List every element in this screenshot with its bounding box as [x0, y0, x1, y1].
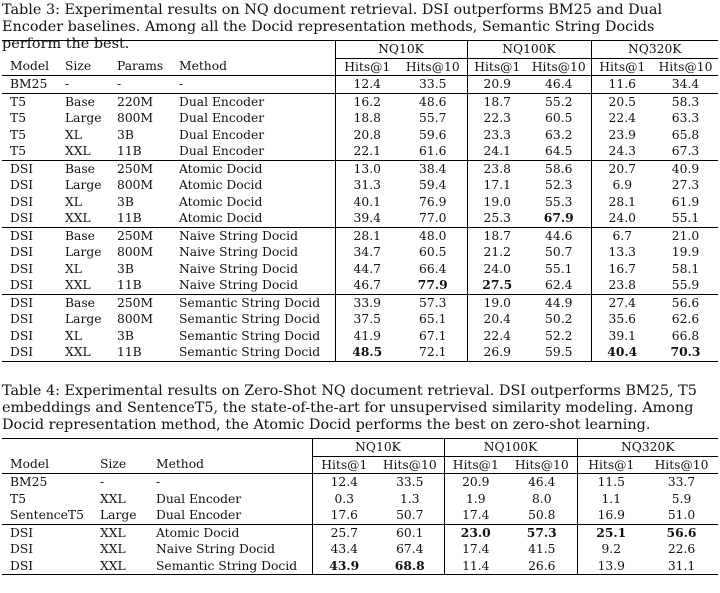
table-score-cell: 77.0 [399, 210, 467, 227]
table-text-cell: 11B [117, 211, 142, 225]
table-score-cell: 67.9 [527, 210, 591, 227]
table-score-cell: 23.3 [483, 127, 511, 142]
table-score-cell: 58.1 [671, 261, 700, 276]
table-score-cell: 34.4 [653, 76, 718, 94]
table-row [2, 93, 718, 110]
table-score-cell: 41.9 [353, 328, 381, 343]
table-score-cell: 26.6 [507, 558, 577, 575]
table-score-cell: 31.3 [353, 178, 381, 192]
table4-group-nq100k: NQ100K [444, 439, 577, 457]
table-text-cell: 800M [117, 245, 154, 259]
table-text-cell: Dual Encoder [148, 491, 312, 508]
table-text-cell: Semantic String Docid [171, 328, 335, 345]
table-score-cell: 20.8 [353, 127, 381, 142]
table-score-cell: 63.3 [671, 111, 700, 125]
table-score-cell: 18.7 [467, 227, 527, 244]
table-text-cell: 250M [109, 160, 171, 177]
table-row [2, 244, 718, 261]
table-text-cell: 800M [117, 312, 154, 326]
table-score-cell: 62.4 [527, 277, 591, 294]
table3-group-nq320k: NQ320K [591, 41, 718, 59]
table-score-cell: 21.0 [653, 227, 718, 244]
table-score-cell: 25.1 [577, 524, 645, 541]
table-score-cell: 48.0 [399, 227, 467, 244]
table-text-cell: DSI [10, 312, 34, 326]
table-row [2, 474, 718, 491]
table-row [2, 311, 718, 328]
table-row [2, 328, 718, 345]
table-text-cell: DSI [10, 542, 34, 556]
table-score-cell: 27.3 [671, 178, 700, 192]
table3-header-cell: Size [65, 59, 92, 74]
table-score-cell: 16.7 [608, 261, 636, 276]
table-text-cell: - [148, 474, 312, 491]
table-score-cell: 22.6 [667, 542, 696, 556]
table3-caption: Table 3: Experimental results on NQ document retrieval. DSI outperforms BM25 and Dual Encoder baselines. Among all the Docid representation methods, Semantic String Docids perform the best. [2, 2, 663, 52]
table-score-cell: 43.4 [330, 542, 358, 556]
table-score-cell: 65.1 [399, 311, 467, 328]
table-text-cell: - [109, 76, 171, 94]
table-score-cell: 63.2 [527, 127, 591, 144]
table-score-cell: 65.8 [671, 127, 700, 142]
table-row [2, 261, 718, 278]
table4-header-cell: Model [10, 457, 50, 472]
table-row [2, 143, 718, 160]
table-text-cell: Atomic Docid [171, 194, 335, 211]
table-text-cell: T5 [10, 491, 27, 506]
table-score-cell: 48.6 [399, 93, 467, 110]
table-text-cell: DSI [10, 194, 34, 209]
table3-header-row [2, 58, 718, 76]
table3-header-cell: Hits@1 [344, 59, 391, 74]
table-row [2, 524, 718, 541]
table-text-cell: Naive String Docid [171, 244, 335, 261]
table3-header-cell: Params [117, 59, 164, 74]
table-score-cell: 67.3 [671, 144, 700, 158]
table-score-cell: 57.3 [507, 524, 577, 541]
table4-header-cell: Hits@1 [588, 457, 635, 472]
table3-header-cell: Hits@10 [658, 59, 713, 74]
table-score-cell: 67.1 [399, 328, 467, 345]
table-score-cell: 22.4 [483, 328, 511, 343]
table-text-cell: Large [65, 245, 102, 259]
table-text-cell: Base [57, 93, 109, 110]
table-score-cell: 50.2 [527, 311, 591, 328]
table4-header-cell: Hits@1 [321, 457, 368, 472]
table-text-cell: XXL [65, 278, 91, 292]
table-score-cell: 44.6 [527, 227, 591, 244]
table-score-cell: 66.8 [671, 328, 700, 343]
table-score-cell: 1.3 [376, 491, 444, 508]
table-score-cell: 24.0 [483, 261, 511, 276]
table-text-cell: T5 [10, 111, 27, 125]
table-score-cell: 16.9 [597, 508, 625, 522]
table3-results [2, 40, 718, 362]
table-text-cell: Naive String Docid [171, 227, 335, 244]
table-text-cell: XXL [65, 211, 91, 225]
table-text-cell: Large [65, 111, 102, 125]
table-score-cell: 39.4 [353, 211, 381, 225]
table-score-cell: 55.7 [399, 110, 467, 127]
table-score-cell: 50.8 [507, 507, 577, 524]
table3-header-cell: Hits@10 [527, 58, 591, 76]
table-text-cell: 3B [117, 261, 134, 276]
table-score-cell: 33.5 [376, 474, 444, 491]
table-score-cell: 41.5 [507, 541, 577, 558]
table-score-cell: 17.4 [462, 542, 490, 556]
table-row [2, 110, 718, 127]
table-score-cell: 28.1 [608, 194, 636, 209]
table3-group-nq100k: NQ100K [467, 41, 591, 59]
table-text-cell: Dual Encoder [171, 127, 335, 144]
table-text-cell: XL [65, 194, 82, 209]
table-row [2, 76, 718, 94]
table-score-cell: 70.3 [653, 344, 718, 361]
table-score-cell: 23.8 [467, 160, 527, 177]
table-score-cell: 33.5 [399, 76, 467, 94]
table-score-cell: 61.9 [671, 194, 700, 209]
table-score-cell: 46.7 [353, 278, 381, 292]
table-row [2, 507, 718, 524]
table-score-cell: 17.6 [330, 508, 358, 522]
table-score-cell: 58.6 [527, 160, 591, 177]
table-score-cell: 40.1 [353, 194, 381, 209]
table-row [2, 127, 718, 144]
table-text-cell: 220M [109, 93, 171, 110]
table-row [2, 344, 718, 361]
table4-body [2, 474, 718, 575]
table-score-cell: 26.9 [467, 344, 527, 361]
table-text-cell: Atomic Docid [171, 210, 335, 227]
table-score-cell: 60.1 [376, 524, 444, 541]
table-score-cell: 18.7 [467, 93, 527, 110]
table-score-cell: 67.4 [376, 541, 444, 558]
table-score-cell: 6.9 [612, 178, 633, 192]
table-text-cell: T5 [10, 127, 27, 142]
table4-results [2, 438, 718, 575]
table-score-cell: 33.7 [645, 474, 718, 491]
table-text-cell: XL [65, 261, 82, 276]
table-score-cell: 17.1 [483, 178, 511, 192]
table-score-cell: 8.0 [507, 491, 577, 508]
table-text-cell: Semantic String Docid [171, 311, 335, 328]
table-text-cell: Semantic String Docid [148, 558, 312, 575]
table-text-cell: BM25 [2, 76, 57, 94]
table-text-cell: Dual Encoder [148, 507, 312, 524]
table-score-cell: 20.9 [444, 474, 507, 491]
table-score-cell: 48.5 [335, 344, 399, 361]
table-score-cell: 50.7 [376, 507, 444, 524]
table3-header-cell: Hits@1 [599, 59, 646, 74]
table-score-cell: 55.2 [527, 93, 591, 110]
table-text-cell: Semantic String Docid [171, 344, 335, 361]
table-text-cell: Naive String Docid [148, 541, 312, 558]
table-score-cell: 46.4 [507, 474, 577, 491]
table-score-cell: 55.9 [671, 278, 700, 292]
table-score-cell: 52.2 [527, 328, 591, 345]
table-text-cell: Semantic String Docid [171, 294, 335, 311]
table-score-cell: 62.6 [671, 312, 700, 326]
table-score-cell: 12.4 [312, 474, 376, 491]
table-text-cell: 11B [117, 144, 142, 158]
table-text-cell: DSI [10, 261, 34, 276]
table-score-cell: 46.4 [527, 76, 591, 94]
table4-group-nq320k: NQ320K [577, 439, 718, 457]
table-score-cell: 56.6 [653, 294, 718, 311]
table-score-cell: 11.6 [591, 76, 653, 94]
table-score-cell: 1.1 [601, 491, 622, 506]
table-score-cell: 23.8 [608, 278, 636, 292]
table-row [2, 558, 718, 575]
table-score-cell: 19.0 [483, 194, 511, 209]
table-text-cell: Atomic Docid [171, 177, 335, 194]
table4-header-cell: Hits@10 [507, 456, 577, 474]
table-text-cell: 3B [117, 328, 134, 343]
table-text-cell: - [171, 76, 335, 94]
table-text-cell: Base [57, 227, 109, 244]
table3-body [2, 76, 718, 362]
table-text-cell: DSI [2, 227, 57, 244]
table-score-cell: 19.9 [671, 245, 700, 259]
table-score-cell: 35.6 [608, 312, 636, 326]
table-score-cell: 13.0 [335, 160, 399, 177]
table-row [2, 541, 718, 558]
table-text-cell: DSI [2, 344, 57, 361]
table4-header-cell: Hits@10 [376, 456, 444, 474]
table-text-cell: XXL [100, 491, 126, 506]
table-text-cell: XXL [65, 144, 91, 158]
table-score-cell: 31.1 [645, 558, 718, 575]
table-score-cell: 18.8 [353, 111, 381, 125]
table-text-cell: DSI [2, 524, 92, 541]
table-score-cell: 61.6 [399, 143, 467, 160]
table4-header-cell: Hits@1 [452, 457, 499, 472]
table-score-cell: 39.1 [608, 328, 636, 343]
table-row [2, 277, 718, 294]
table-score-cell: 24.0 [608, 211, 636, 225]
table-score-cell: 23.9 [608, 127, 636, 142]
table-score-cell: 60.5 [527, 110, 591, 127]
table-text-cell: Large [100, 508, 137, 522]
table-row [2, 160, 718, 177]
table-text-cell: 250M [109, 294, 171, 311]
table4-header-cell: Size [100, 457, 127, 472]
table4-caption: Table 4: Experimental results on Zero-Shot NQ document retrieval. DSI outperforms BM25, T5 embeddings and SentenceT5, the state-of-the-art for unsupervised similarity modeling. Among Docid representation method, the Atomic Docid performs the best on zero-shot learning. [2, 383, 697, 433]
table-score-cell: 58.3 [653, 93, 718, 110]
table-text-cell: 11B [109, 344, 171, 361]
table-score-cell: 5.9 [671, 491, 692, 506]
table-row [2, 210, 718, 227]
table-score-cell: 57.3 [399, 294, 467, 311]
table-text-cell: DSI [10, 245, 34, 259]
table3-group-nq10k: NQ10K [335, 41, 467, 59]
table-score-cell: 59.5 [527, 344, 591, 361]
table-score-cell: 28.1 [335, 227, 399, 244]
table-text-cell: XXL [92, 524, 148, 541]
table-score-cell: 20.5 [591, 93, 653, 110]
table4-group-nq10k: NQ10K [312, 439, 444, 457]
table-score-cell: 27.5 [482, 277, 513, 292]
table3-header-cell: Method [171, 58, 335, 76]
table-row [2, 491, 718, 508]
table-score-cell: 20.7 [591, 160, 653, 177]
table-text-cell: DSI [10, 178, 34, 192]
table-text-cell: DSI [2, 294, 57, 311]
table4-header-row [2, 456, 718, 474]
table-text-cell: - [92, 474, 148, 491]
table-score-cell: 59.6 [399, 127, 467, 144]
table-score-cell: 44.7 [353, 261, 381, 276]
table-score-cell: 13.9 [577, 558, 645, 575]
table-text-cell: BM25 [2, 474, 92, 491]
table3-header-cell: Model [10, 59, 50, 74]
table-text-cell: Dual Encoder [171, 143, 335, 160]
table-score-cell: 13.3 [608, 245, 636, 259]
table-text-cell: - [57, 76, 109, 94]
table-score-cell: 60.5 [399, 244, 467, 261]
table-score-cell: 68.8 [376, 558, 444, 575]
table4-header-cell: Hits@10 [654, 457, 709, 472]
table-score-cell: 55.3 [527, 194, 591, 211]
table-text-cell: Dual Encoder [171, 110, 335, 127]
table-text-cell: Large [65, 312, 102, 326]
table3-header-cell: Hits@10 [399, 58, 467, 76]
table-text-cell: XL [65, 328, 82, 343]
table-text-cell: Dual Encoder [171, 93, 335, 110]
table-text-cell: XL [65, 127, 82, 142]
table-text-cell: Base [57, 160, 109, 177]
table3-header-cell: Hits@1 [474, 59, 521, 74]
table-score-cell: 37.5 [353, 312, 381, 326]
table-text-cell: Base [57, 294, 109, 311]
table-row [2, 177, 718, 194]
table-score-cell: 27.4 [591, 294, 653, 311]
table-text-cell: 250M [109, 227, 171, 244]
table-text-cell: XXL [57, 344, 109, 361]
table-score-cell: 25.7 [312, 524, 376, 541]
table-row [2, 227, 718, 244]
table-text-cell: SentenceT5 [10, 508, 84, 522]
table-text-cell: Large [65, 178, 102, 192]
table-score-cell: 16.2 [335, 93, 399, 110]
table-score-cell: 23.0 [444, 524, 507, 541]
table-text-cell: 800M [117, 178, 154, 192]
table-text-cell: DSI [10, 211, 34, 225]
table-score-cell: 50.7 [527, 244, 591, 261]
table-score-cell: 22.3 [483, 111, 511, 125]
table-score-cell: 6.7 [591, 227, 653, 244]
table-score-cell: 24.3 [608, 144, 636, 158]
table-score-cell: 1.9 [465, 491, 486, 506]
table-score-cell: 24.1 [483, 144, 511, 158]
table-text-cell: 3B [117, 194, 134, 209]
table-score-cell: 66.4 [399, 261, 467, 278]
table-text-cell: 11B [117, 278, 142, 292]
table-text-cell: DSI [10, 278, 34, 292]
table-row [2, 294, 718, 311]
table-score-cell: 11.4 [444, 558, 507, 575]
table-score-cell: 0.3 [334, 491, 355, 506]
table-score-cell: 9.2 [601, 542, 622, 556]
table-score-cell: 33.9 [335, 294, 399, 311]
table-text-cell: Atomic Docid [171, 160, 335, 177]
table-score-cell: 52.3 [527, 177, 591, 194]
table-score-cell: 22.1 [353, 144, 381, 158]
table-score-cell: 77.9 [399, 277, 467, 294]
table-text-cell: Naive String Docid [171, 277, 335, 294]
table-text-cell: DSI [2, 558, 92, 575]
table-score-cell: 12.4 [335, 76, 399, 94]
table-score-cell: 64.5 [527, 143, 591, 160]
table-text-cell: 3B [117, 127, 134, 142]
table-score-cell: 76.9 [399, 194, 467, 211]
table-text-cell: Atomic Docid [148, 524, 312, 541]
table4-header-cell: Method [148, 456, 312, 474]
table-score-cell: 38.4 [399, 160, 467, 177]
table-score-cell: 55.1 [671, 211, 700, 225]
table-text-cell: DSI [10, 328, 34, 343]
table-text-cell: 800M [117, 111, 154, 125]
table-score-cell: 20.4 [483, 312, 511, 326]
table-score-cell: 21.2 [483, 245, 511, 259]
table-score-cell: 40.4 [591, 344, 653, 361]
table-score-cell: 59.4 [399, 177, 467, 194]
table-score-cell: 43.9 [312, 558, 376, 575]
table-score-cell: 51.0 [667, 508, 696, 522]
table-score-cell: 19.0 [467, 294, 527, 311]
table-score-cell: 40.9 [653, 160, 718, 177]
table-score-cell: 17.4 [462, 508, 490, 522]
table-score-cell: 72.1 [399, 344, 467, 361]
table-score-cell: 25.3 [483, 211, 511, 225]
table-score-cell: 44.9 [527, 294, 591, 311]
table-text-cell: DSI [2, 160, 57, 177]
table-text-cell: XXL [100, 542, 126, 556]
table-score-cell: 55.1 [527, 261, 591, 278]
table-score-cell: 11.5 [577, 474, 645, 491]
table-text-cell: T5 [10, 144, 27, 158]
table-text-cell: T5 [2, 93, 57, 110]
table-text-cell: Naive String Docid [171, 261, 335, 278]
table-text-cell: XXL [92, 558, 148, 575]
table-score-cell: 34.7 [353, 245, 381, 259]
table-score-cell: 22.4 [608, 111, 636, 125]
table-score-cell: 20.9 [467, 76, 527, 94]
table-row [2, 194, 718, 211]
table-score-cell: 56.6 [645, 524, 718, 541]
